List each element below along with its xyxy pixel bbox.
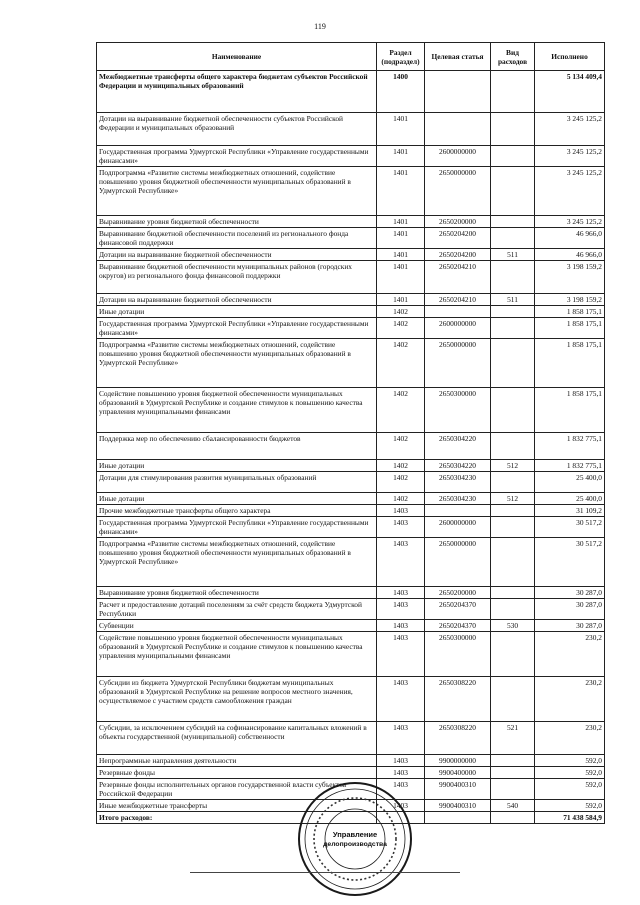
row-article-cell: 2650204210 xyxy=(425,261,491,294)
row-kind-cell: 521 xyxy=(491,722,535,755)
row-name-cell: Государственная программа Удмуртской Республики «Управление государственными финансами» xyxy=(97,146,377,167)
row-kind-cell xyxy=(491,306,535,318)
row-executed-cell: 1 858 175,1 xyxy=(535,318,605,339)
row-kind-cell xyxy=(491,812,535,824)
row-name-cell: Дотации на выравнивание бюджетной обеспеченности xyxy=(97,294,377,306)
row-article-cell xyxy=(425,306,491,318)
row-executed-cell: 30 287,0 xyxy=(535,587,605,599)
page-number: 119 xyxy=(314,22,326,31)
row-name-cell: Субсидии, за исключением субсидий на софинансирование капитальных вложений в объекты государственной (муниципальной) собственности xyxy=(97,722,377,755)
row-executed-cell: 30 287,0 xyxy=(535,620,605,632)
row-section-cell: 1401 xyxy=(377,167,425,216)
row-kind-cell xyxy=(491,318,535,339)
row-executed-cell: 30 517,2 xyxy=(535,517,605,538)
row-name-cell: Иные дотации xyxy=(97,306,377,318)
row-kind-cell xyxy=(491,599,535,620)
row-executed-cell: 230,2 xyxy=(535,722,605,755)
row-kind-cell xyxy=(491,472,535,493)
table-row xyxy=(97,261,605,294)
row-name-cell: Иные дотации xyxy=(97,460,377,472)
row-name-cell: Дотации на выравнивание бюджетной обеспеченности субъектов Российской Федерации и муниципальных образований xyxy=(97,113,377,146)
table-row xyxy=(97,755,605,767)
row-section-cell: 1403 xyxy=(377,779,425,800)
row-kind-cell xyxy=(491,755,535,767)
row-kind-cell xyxy=(491,433,535,460)
row-article-cell: 2650204210 xyxy=(425,294,491,306)
table-row xyxy=(97,767,605,779)
row-executed-cell: 25 400,0 xyxy=(535,493,605,505)
row-article-cell: 2650300000 xyxy=(425,388,491,433)
row-executed-cell: 1 858 175,1 xyxy=(535,388,605,433)
row-executed-cell: 3 245 125,2 xyxy=(535,167,605,216)
row-executed-cell: 592,0 xyxy=(535,800,605,812)
row-kind-cell xyxy=(491,261,535,294)
row-section-cell: 1400 xyxy=(377,71,425,113)
row-section-cell: 1403 xyxy=(377,677,425,722)
row-kind-cell: 512 xyxy=(491,460,535,472)
row-section-cell: 1401 xyxy=(377,249,425,261)
row-executed-cell: 592,0 xyxy=(535,779,605,800)
table-row xyxy=(97,722,605,755)
row-executed-cell: 25 400,0 xyxy=(535,472,605,493)
row-article-cell: 9900400310 xyxy=(425,779,491,800)
table-row xyxy=(97,493,605,505)
stamp-text-2: делопроизводства xyxy=(323,841,387,848)
expenditure-table xyxy=(96,42,605,824)
row-name-cell: Непрограммные направления деятельности xyxy=(97,755,377,767)
row-section-cell: 1403 xyxy=(377,587,425,599)
row-article-cell: 2650300000 xyxy=(425,632,491,677)
row-section-cell: 1401 xyxy=(377,294,425,306)
table-row xyxy=(97,632,605,677)
row-executed-cell: 30 517,2 xyxy=(535,538,605,587)
row-section-cell: 1403 xyxy=(377,620,425,632)
row-kind-cell xyxy=(491,767,535,779)
row-name-cell: Итого расходов: xyxy=(97,812,377,824)
row-kind-cell xyxy=(491,167,535,216)
table-row xyxy=(97,388,605,433)
row-kind-cell xyxy=(491,228,535,249)
row-section-cell: 1402 xyxy=(377,460,425,472)
row-section-cell: 1403 xyxy=(377,755,425,767)
row-section-cell: 1401 xyxy=(377,113,425,146)
row-kind-cell: 511 xyxy=(491,249,535,261)
row-section-cell: 1403 xyxy=(377,599,425,620)
table-header-row xyxy=(97,43,605,71)
row-kind-cell xyxy=(491,388,535,433)
row-article-cell: 2600000000 xyxy=(425,517,491,538)
row-article-cell: 2650304220 xyxy=(425,433,491,460)
row-kind-cell: 540 xyxy=(491,800,535,812)
row-name-cell: Выравнивание уровня бюджетной обеспеченности xyxy=(97,216,377,228)
row-kind-cell xyxy=(491,339,535,388)
table-row xyxy=(97,587,605,599)
row-kind-cell xyxy=(491,517,535,538)
row-section-cell: 1402 xyxy=(377,388,425,433)
row-name-cell: Содействие повышению уровня бюджетной обеспеченности муниципальных образований в Удмуртской Республике и создание стимулов к повышению качества управления муниципальными финансами xyxy=(97,632,377,677)
row-executed-cell: 3 245 125,2 xyxy=(535,146,605,167)
row-article-cell: 2650000000 xyxy=(425,538,491,587)
row-article-cell: 9900400310 xyxy=(425,800,491,812)
row-kind-cell xyxy=(491,538,535,587)
row-article-cell: 2650308220 xyxy=(425,677,491,722)
row-executed-cell: 230,2 xyxy=(535,632,605,677)
row-article-cell: 2650000000 xyxy=(425,339,491,388)
row-name-cell: Содействие повышению уровня бюджетной обеспеченности муниципальных образований в Удмуртской Республике и создание стимулов к повышению качества управления муниципальными финансами xyxy=(97,388,377,433)
table-row xyxy=(97,505,605,517)
row-executed-cell: 592,0 xyxy=(535,755,605,767)
row-name-cell: Государственная программа Удмуртской Республики «Управление государственными финансами» xyxy=(97,318,377,339)
row-kind-cell xyxy=(491,632,535,677)
row-name-cell: Межбюджетные трансферты общего характера бюджетам субъектов Российской Федерации и муниципальных образований xyxy=(97,71,377,113)
row-name-cell: Подпрограмма «Развитие системы межбюджетных отношений, содействие повышению уровня бюджетной обеспеченности муниципальных образований в Удмуртской Республике» xyxy=(97,339,377,388)
round-seal-stamp xyxy=(296,780,414,898)
row-executed-cell: 1 858 175,1 xyxy=(535,339,605,388)
table-row xyxy=(97,599,605,620)
row-executed-cell: 1 832 775,1 xyxy=(535,433,605,460)
row-name-cell: Субсидии из бюджета Удмуртской Республики бюджетам муниципальных образований в Удмуртской Республике на решение вопросов местного значения, осуществляемое с участием средств самообложения граждан xyxy=(97,677,377,722)
table-row xyxy=(97,538,605,587)
table-row xyxy=(97,433,605,460)
row-section-cell: 1402 xyxy=(377,472,425,493)
row-executed-cell: 592,0 xyxy=(535,767,605,779)
row-kind-cell xyxy=(491,587,535,599)
table-row xyxy=(97,472,605,493)
row-kind-cell: 511 xyxy=(491,294,535,306)
row-executed-cell: 3 245 125,2 xyxy=(535,216,605,228)
table-row xyxy=(97,167,605,216)
row-kind-cell: 530 xyxy=(491,620,535,632)
row-section-cell: 1402 xyxy=(377,493,425,505)
table-row xyxy=(97,318,605,339)
row-article-cell: 9900000000 xyxy=(425,755,491,767)
row-article-cell: 2650000000 xyxy=(425,167,491,216)
row-section-cell: 1403 xyxy=(377,538,425,587)
table-row xyxy=(97,249,605,261)
header-executed: Исполнено xyxy=(535,43,605,71)
row-section-cell: 1402 xyxy=(377,306,425,318)
row-article-cell: 2600000000 xyxy=(425,318,491,339)
row-article-cell: 2650304230 xyxy=(425,493,491,505)
row-name-cell: Иные дотации xyxy=(97,493,377,505)
row-article-cell xyxy=(425,71,491,113)
row-name-cell: Государственная программа Удмуртской Республики «Управление государственными финансами» xyxy=(97,517,377,538)
row-name-cell: Расчет и предоставление дотаций поселениям за счёт средств бюджета Удмуртской Республики xyxy=(97,599,377,620)
row-name-cell: Выравнивание уровня бюджетной обеспеченности xyxy=(97,587,377,599)
table-row xyxy=(97,677,605,722)
row-executed-cell: 1 858 175,1 xyxy=(535,306,605,318)
table-row xyxy=(97,306,605,318)
table-row xyxy=(97,146,605,167)
row-section-cell: 1403 xyxy=(377,517,425,538)
row-name-cell: Подпрограмма «Развитие системы межбюджетных отношений, содействие повышению уровня бюджетной обеспеченности муниципальных образований в Удмуртской Республике» xyxy=(97,167,377,216)
row-kind-cell xyxy=(491,216,535,228)
row-executed-cell: 30 287,0 xyxy=(535,599,605,620)
stamp-text-1: Управление xyxy=(332,830,378,839)
table-row xyxy=(97,460,605,472)
row-section-cell: 1401 xyxy=(377,261,425,294)
row-name-cell: Поддержка мер по обеспечению сбалансированности бюджетов xyxy=(97,433,377,460)
row-section-cell: 1402 xyxy=(377,339,425,388)
header-article: Целевая статья xyxy=(425,43,491,71)
row-executed-cell: 3 198 159,2 xyxy=(535,261,605,294)
signature-line xyxy=(190,872,460,873)
row-kind-cell xyxy=(491,505,535,517)
row-executed-cell: 46 966,0 xyxy=(535,228,605,249)
row-article-cell: 9900400000 xyxy=(425,767,491,779)
table-row xyxy=(97,339,605,388)
row-name-cell: Выравнивание бюджетной обеспеченности муниципальных районов (городских округов) из регионального фонда финансовой поддержки xyxy=(97,261,377,294)
table-row xyxy=(97,228,605,249)
row-section-cell: 1403 xyxy=(377,767,425,779)
row-article-cell: 2650204370 xyxy=(425,620,491,632)
row-section-cell: 1402 xyxy=(377,433,425,460)
row-name-cell: Иные межбюджетные трансферты xyxy=(97,800,377,812)
row-executed-cell: 71 438 584,9 xyxy=(535,812,605,824)
row-section-cell: 1403 xyxy=(377,800,425,812)
row-executed-cell: 1 832 775,1 xyxy=(535,460,605,472)
row-section-cell: 1401 xyxy=(377,228,425,249)
row-kind-cell xyxy=(491,677,535,722)
row-article-cell: 2600000000 xyxy=(425,146,491,167)
row-section-cell: 1403 xyxy=(377,632,425,677)
row-article-cell: 2650204370 xyxy=(425,599,491,620)
row-article-cell: 2650204200 xyxy=(425,228,491,249)
row-article-cell: 2650308220 xyxy=(425,722,491,755)
row-article-cell xyxy=(425,812,491,824)
row-article-cell: 2650200000 xyxy=(425,216,491,228)
table-row xyxy=(97,113,605,146)
row-kind-cell xyxy=(491,113,535,146)
row-name-cell: Резервные фонды исполнительных органов государственной власти субъектов Российской Федерации xyxy=(97,779,377,800)
row-name-cell: Субвенции xyxy=(97,620,377,632)
table-row xyxy=(97,216,605,228)
table-row xyxy=(97,620,605,632)
row-kind-cell xyxy=(491,71,535,113)
row-section-cell: 1401 xyxy=(377,146,425,167)
row-section-cell: 1401 xyxy=(377,216,425,228)
row-executed-cell: 230,2 xyxy=(535,677,605,722)
header-name: Наименование xyxy=(97,43,377,71)
row-article-cell: 2650304230 xyxy=(425,472,491,493)
header-section: Раздел (подраздел) xyxy=(377,43,425,71)
table-row xyxy=(97,517,605,538)
row-kind-cell: 512 xyxy=(491,493,535,505)
row-kind-cell xyxy=(491,779,535,800)
row-article-cell: 2650304220 xyxy=(425,460,491,472)
row-name-cell: Выравнивание бюджетной обеспеченности поселений из регионального фонда финансовой поддержки xyxy=(97,228,377,249)
table-row xyxy=(97,71,605,113)
row-name-cell: Прочие межбюджетные трансферты общего характера xyxy=(97,505,377,517)
row-kind-cell xyxy=(491,146,535,167)
row-section-cell: 1402 xyxy=(377,318,425,339)
table-body xyxy=(97,71,605,824)
row-executed-cell: 31 109,2 xyxy=(535,505,605,517)
row-executed-cell: 3 198 159,2 xyxy=(535,294,605,306)
header-kind: Вид расходов xyxy=(491,43,535,71)
table-row xyxy=(97,294,605,306)
row-name-cell: Дотации на выравнивание бюджетной обеспеченности xyxy=(97,249,377,261)
row-name-cell: Дотации для стимулирования развития муниципальных образований xyxy=(97,472,377,493)
row-section-cell: 1403 xyxy=(377,722,425,755)
row-article-cell: 2650204200 xyxy=(425,249,491,261)
row-article-cell xyxy=(425,113,491,146)
row-executed-cell: 5 134 409,4 xyxy=(535,71,605,113)
row-name-cell: Подпрограмма «Развитие системы межбюджетных отношений, содействие повышению уровня бюджетной обеспеченности муниципальных образований в Удмуртской Республике» xyxy=(97,538,377,587)
row-name-cell: Резервные фонды xyxy=(97,767,377,779)
row-article-cell xyxy=(425,505,491,517)
row-section-cell: 1403 xyxy=(377,505,425,517)
row-executed-cell: 46 966,0 xyxy=(535,249,605,261)
row-article-cell: 2650200000 xyxy=(425,587,491,599)
row-executed-cell: 3 245 125,2 xyxy=(535,113,605,146)
